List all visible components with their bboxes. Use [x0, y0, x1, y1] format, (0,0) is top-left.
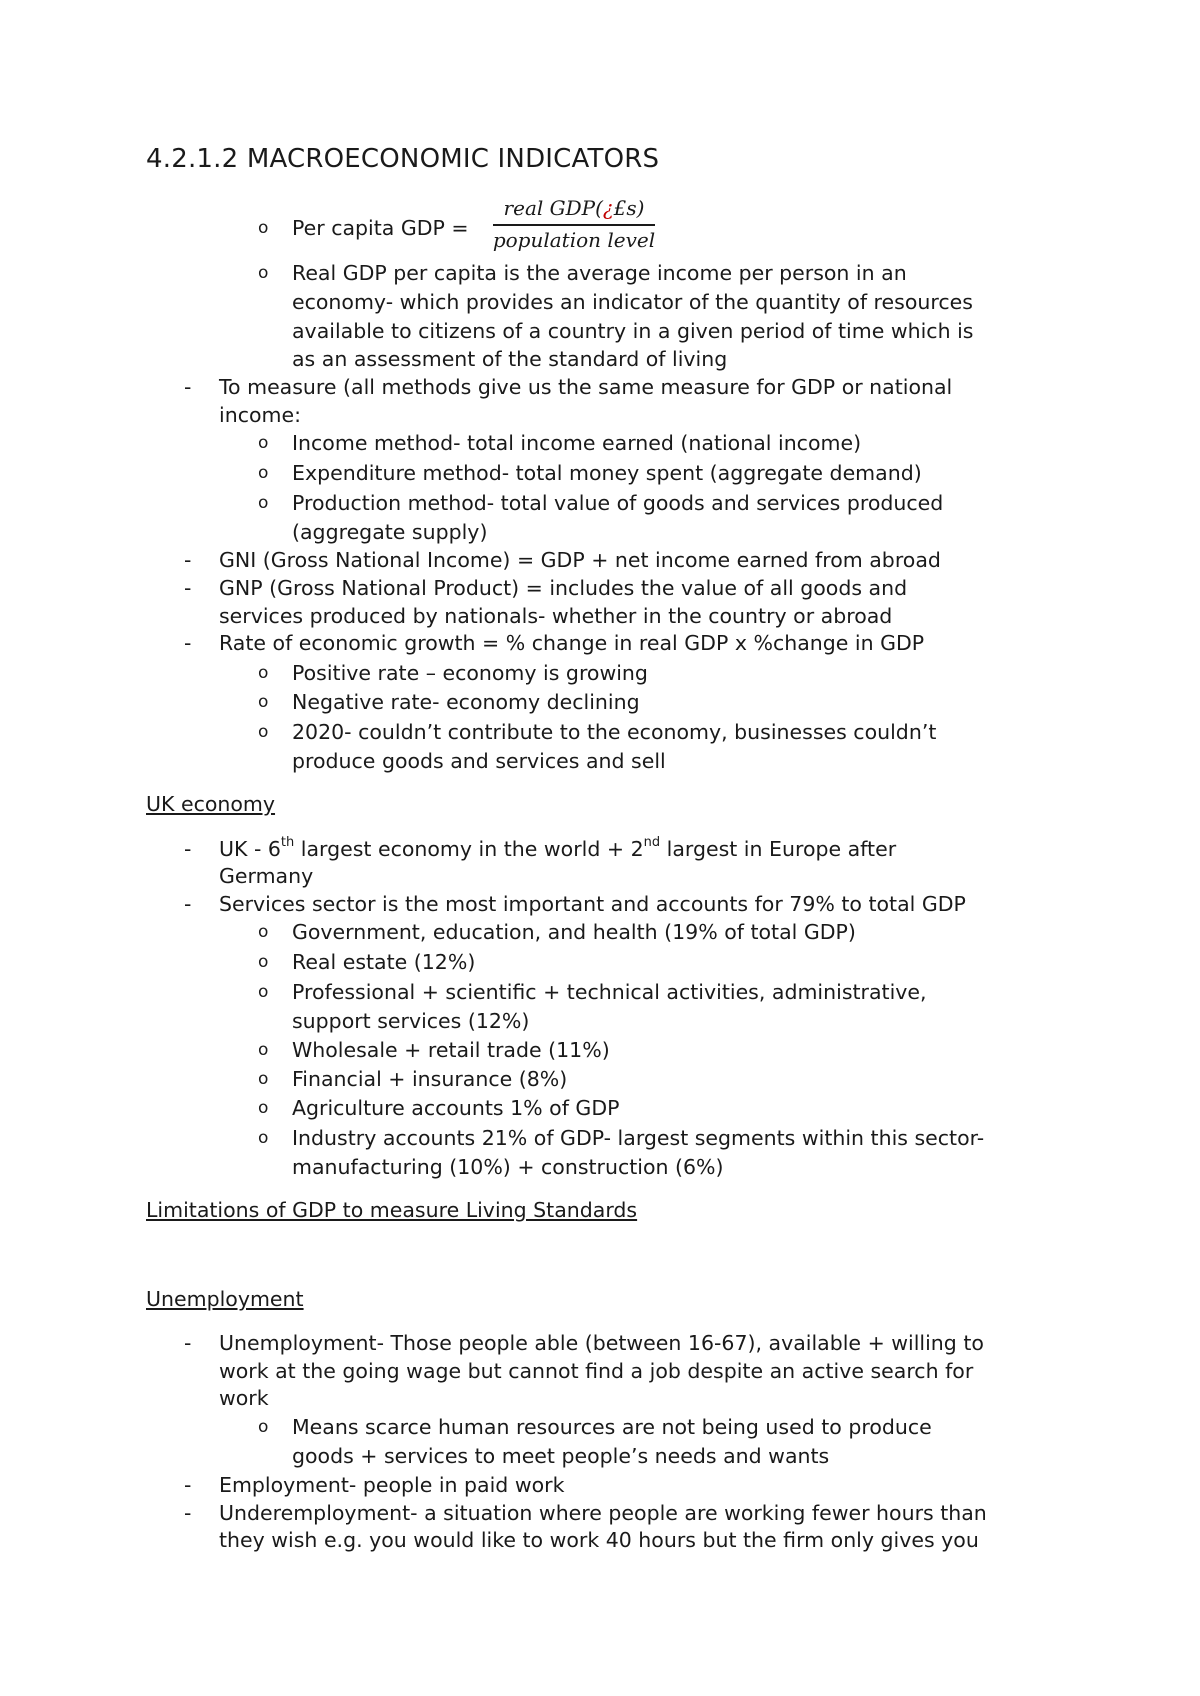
circle-bullet: o — [258, 1069, 269, 1089]
list-item: Financial + insurance (8%) — [292, 1067, 568, 1091]
circle-bullet: o — [258, 722, 269, 742]
list-item: Germany — [219, 864, 314, 888]
formula-numerator: real GDP(¿£s) — [503, 196, 645, 220]
list-item: Negative rate- economy declining — [292, 690, 640, 714]
list-item: Agriculture accounts 1% of GDP — [292, 1096, 620, 1120]
list-item: Underemployment- a situation where people are working fewer hours than — [219, 1501, 987, 1525]
circle-bullet: o — [258, 263, 269, 283]
dash-bullet: - — [184, 1501, 192, 1525]
dash-bullet: - — [184, 631, 192, 655]
list-item: Real GDP per capita is the average income per person in an — [292, 261, 907, 285]
per-capita-gdp-formula — [491, 194, 657, 254]
list-item: Employment- people in paid work — [219, 1473, 565, 1497]
uk-economy-heading: UK economy — [146, 792, 276, 816]
list-item: goods + services to meet people’s needs and wants — [292, 1444, 830, 1468]
list-item: Services sector is the most important and accounts for 79% to total GDP — [219, 892, 966, 916]
list-item: support services (12%) — [292, 1009, 530, 1033]
list-item: income: — [219, 403, 301, 427]
list-item: Positive rate – economy is growing — [292, 661, 648, 685]
list-item: GNP (Gross National Product) = includes the value of all goods and — [219, 576, 908, 600]
circle-bullet: o — [258, 1098, 269, 1118]
dash-bullet: - — [184, 1331, 192, 1355]
circle-bullet: o — [258, 1128, 269, 1148]
list-item: work at the going wage but cannot find a job despite an active search for — [219, 1359, 974, 1383]
formula-denominator: population level — [492, 228, 656, 252]
list-item: GNI (Gross National Income) = GDP + net income earned from abroad — [219, 548, 941, 572]
circle-bullet: o — [258, 463, 269, 483]
list-item: they wish e.g. you would like to work 40 hours but the firm only gives you — [219, 1528, 979, 1552]
list-item: Real estate (12%) — [292, 950, 476, 974]
list-item: Production method- total value of goods and services produced — [292, 491, 944, 515]
circle-bullet: o — [258, 982, 269, 1002]
circle-bullet: o — [258, 1040, 269, 1060]
list-item: Wholesale + retail trade (11%) — [292, 1038, 610, 1062]
circle-bullet: o — [258, 218, 269, 238]
list-item: Professional + scientific + technical activities, administrative, — [292, 980, 927, 1004]
formula-label: Per capita GDP = — [292, 216, 469, 240]
list-item: manufacturing (10%) + construction (6%) — [292, 1155, 724, 1179]
circle-bullet: o — [258, 663, 269, 683]
circle-bullet: o — [258, 952, 269, 972]
unemployment-heading: Unemployment — [146, 1287, 304, 1311]
circle-bullet: o — [258, 1417, 269, 1437]
limitations-heading: Limitations of GDP to measure Living Standards — [146, 1198, 638, 1222]
dash-bullet: - — [184, 892, 192, 916]
list-item: work — [219, 1386, 269, 1410]
list-item: services produced by nationals- whether in the country or abroad — [219, 604, 893, 628]
list-item: economy- which provides an indicator of the quantity of resources — [292, 290, 973, 314]
page-title: 4.2.1.2 MACROECONOMIC INDICATORS — [146, 144, 660, 174]
list-item: produce goods and services and sell — [292, 749, 666, 773]
circle-bullet: o — [258, 922, 269, 942]
list-item: UK - 6th largest economy in the world + 2nd largest in Europe after — [219, 835, 897, 861]
list-item: Expenditure method- total money spent (aggregate demand) — [292, 461, 922, 485]
list-item: Industry accounts 21% of GDP- largest segments within this sector- — [292, 1126, 985, 1150]
dash-bullet: - — [184, 375, 192, 399]
list-item: (aggregate supply) — [292, 520, 488, 544]
list-item: Government, education, and health (19% of total GDP) — [292, 920, 856, 944]
dash-bullet: - — [184, 837, 192, 861]
list-item: available to citizens of a country in a given period of time which is — [292, 319, 974, 343]
circle-bullet: o — [258, 433, 269, 453]
circle-bullet: o — [258, 692, 269, 712]
dash-bullet: - — [184, 548, 192, 572]
list-item: as an assessment of the standard of living — [292, 347, 728, 371]
list-item: To measure (all methods give us the same measure for GDP or national — [219, 375, 953, 399]
dash-bullet: - — [184, 1473, 192, 1497]
circle-bullet: o — [258, 493, 269, 513]
list-item: Rate of economic growth = % change in real GDP x %change in GDP — [219, 631, 925, 655]
list-item: Unemployment- Those people able (between 16-67), available + willing to — [219, 1331, 984, 1355]
list-item: 2020- couldn’t contribute to the economy, businesses couldn’t — [292, 720, 937, 744]
dash-bullet: - — [184, 576, 192, 600]
list-item: Means scarce human resources are not being used to produce — [292, 1415, 932, 1439]
formula-unknown-glyph: ¿ — [602, 196, 614, 220]
list-item: Income method- total income earned (national income) — [292, 431, 862, 455]
